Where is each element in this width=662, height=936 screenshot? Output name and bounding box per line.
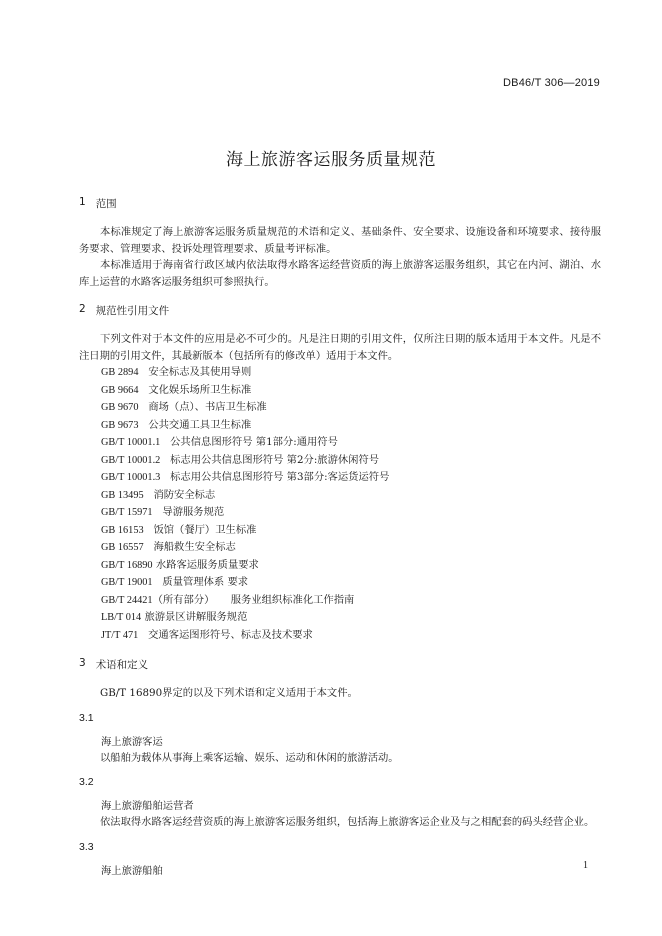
reference-item: GB/T 15971 导游服务规范 xyxy=(101,506,225,518)
term-definition: 依法取得水路客运经营资质的海上旅游客运服务组织，包括海上旅游客运企业及与之相配套的码头经营企业。 xyxy=(100,816,595,828)
document-title: 海上旅游客运服务质量规范 xyxy=(226,150,436,170)
section-title: 术语和定义 xyxy=(95,659,149,671)
section-heading-scope xyxy=(79,196,601,211)
reference-item: GB/T 10001.2 标志用公共信息图形符号 第2分:旅游休闲符号 xyxy=(101,453,380,466)
reference-item: GB 9673 公共交通工具卫生标准 xyxy=(101,418,252,431)
section-title: 规范性引用文件 xyxy=(95,305,170,317)
reference-item: GB 9664 文化娱乐场所卫生标准 xyxy=(101,383,252,396)
scope-paragraph-2: 本标准适用于海南省行政区域内依法取得水路客运经营资质的海上旅游客运服务组织，其它在内河、湖泊、水库上运营的水路客运服务组织可参照执行。 xyxy=(79,259,601,288)
references-intro: 下列文件对于本文件的应用是必不可少的。凡是注日期的引用文件，仅所注日期的版本适用于本文件。凡是不注日期的引用文件，其最新版本（包括所有的修改单）适用于本文件。 xyxy=(79,333,601,362)
reference-item: GB 9670 商场（点）、书店卫生标准 xyxy=(101,401,267,413)
term-number: 3.2 xyxy=(79,776,94,788)
reference-item: GB/T 24421（所有部分） 服务业组织标准化工作指南 xyxy=(101,593,355,606)
terms-intro: GB/T 16890界定的以及下列术语和定义适用于本文件。 xyxy=(100,687,358,699)
reference-item: JT/T 471 交通客运图形符号、标志及技术要求 xyxy=(101,628,313,641)
reference-item: GB 13495 消防安全标志 xyxy=(101,488,216,501)
reference-item: GB/T 10001.1 公共信息图形符号 第1部分:通用符号 xyxy=(101,436,338,448)
reference-item: GB 16153 饭馆（餐厅）卫生标准 xyxy=(101,523,257,536)
reference-list xyxy=(79,364,601,644)
term-definition: 以船舶为载体从事海上乘客运输、娱乐、运动和休闲的旅游活动。 xyxy=(100,751,399,764)
section-heading-terms xyxy=(79,657,601,672)
reference-item: LB/T 014 旅游景区讲解服务规范 xyxy=(101,611,248,623)
reference-item: GB/T 10001.3 标志用公共信息图形符号 第3部分:客运货运符号 xyxy=(101,471,390,483)
section-title: 范围 xyxy=(95,198,117,210)
page-number: 1 xyxy=(583,860,588,871)
term-number: 3.1 xyxy=(79,711,94,724)
section-number: 1 xyxy=(79,196,86,208)
reference-item: GB 16557 海船救生安全标志 xyxy=(101,541,236,553)
scope-paragraph-1: 本标准规定了海上旅游客运服务质量规范的术语和定义、基础条件、安全要求、设施设备和环境要求、接待服务要求、管理要求、投诉处理管理要求、质量考评标准。 xyxy=(79,226,601,255)
term-number: 3.3 xyxy=(79,840,94,853)
section-number: 3 xyxy=(79,657,86,669)
document-body xyxy=(79,196,601,879)
document-code: DB46/T 306—2019 xyxy=(503,77,600,89)
reference-item: GB 2894 安全标志及其使用导则 xyxy=(101,366,252,378)
section-number: 2 xyxy=(79,303,86,315)
term-name: 海上旅游船舶 xyxy=(101,864,163,877)
reference-item: GB/T 16890 水路客运服务质量要求 xyxy=(101,558,259,571)
reference-item: GB/T 19001 质量管理体系 要求 xyxy=(101,576,249,588)
section-heading-references xyxy=(79,303,601,318)
term-name: 海上旅游船舶运营者 xyxy=(101,800,194,812)
term-name: 海上旅游客运 xyxy=(101,735,163,748)
